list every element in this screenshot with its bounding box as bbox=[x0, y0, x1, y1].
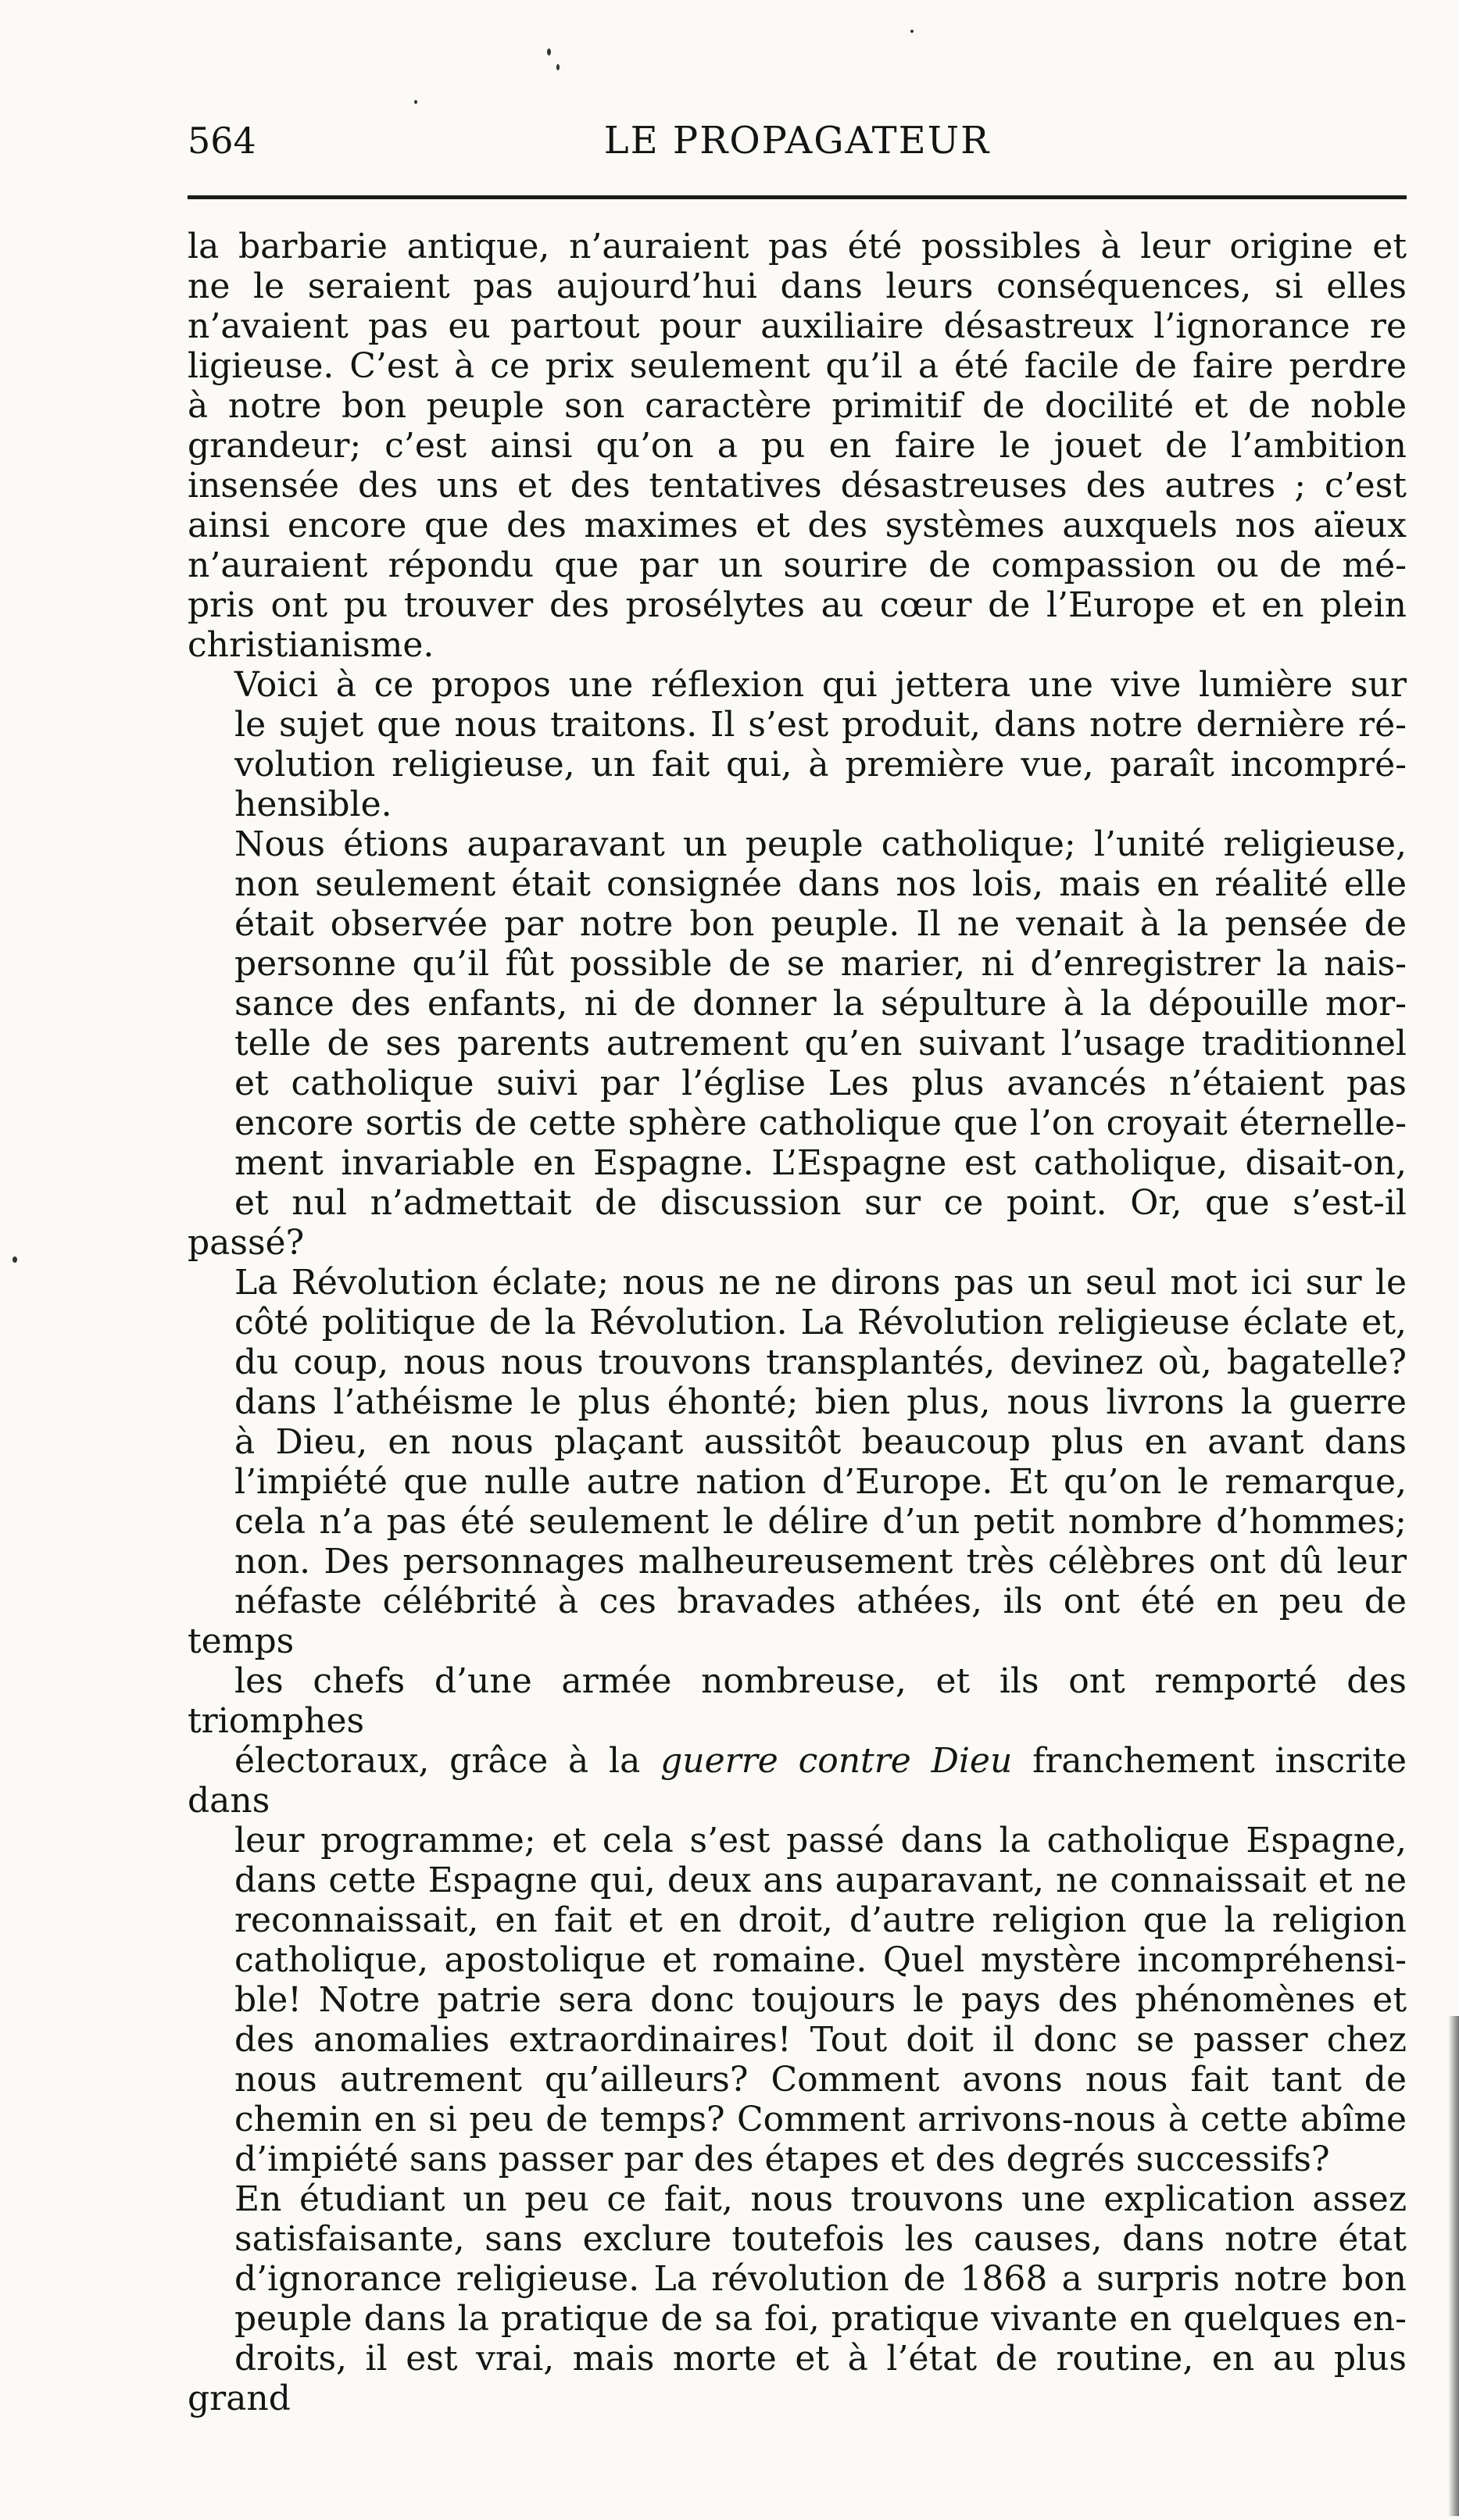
body-text bbox=[188, 227, 1407, 2418]
text-line: n’avaient pas eu partout pour auxiliaire désastreux l’ignorance re bbox=[188, 306, 1407, 346]
text-line: la barbarie antique, n’auraient pas été possibles à leur origine et bbox=[188, 227, 1407, 266]
text-line: à Dieu, en nous plaçant aussitôt beaucoup plus en avant dans bbox=[234, 1422, 1407, 1462]
ink-speck bbox=[414, 100, 417, 104]
ink-speck bbox=[556, 64, 560, 70]
text-line: personne qu’il fût possible de se marier, ni d’enregistrer la nais- bbox=[234, 944, 1407, 984]
text-line: La Révolution éclate; nous ne ne dirons pas un seul mot ici sur le bbox=[234, 1263, 1407, 1303]
text-line: grandeur; c’est ainsi qu’on a pu en faire le jouet de l’ambition bbox=[188, 426, 1407, 466]
text-line: ment invariable en Espagne. L’Espagne est catholique, disait-on, bbox=[234, 1143, 1407, 1183]
text-line: à notre bon peuple son caractère primitif de docilité et de noble bbox=[188, 386, 1407, 426]
ink-speck bbox=[547, 48, 551, 55]
paragraph bbox=[188, 824, 1407, 2179]
text-line: côté politique de la Révolution. La Révolution religieuse éclate et, bbox=[234, 1303, 1407, 1342]
text-line: chemin en si peu de temps? Comment arrivons-nous à cette abîme bbox=[234, 2100, 1407, 2139]
text-line: était observée par notre bon peuple. Il ne venait à la pensée de bbox=[234, 904, 1407, 944]
text-line: Voici à ce propos une réflexion qui jettera une vive lumière sur bbox=[234, 665, 1407, 705]
text-line: le sujet que nous traitons. Il s’est produit, dans notre dernière ré- bbox=[234, 705, 1407, 745]
text-line: néfaste célébrité à ces bravades athées, ils ont été en peu de temps bbox=[188, 1582, 1407, 1661]
paragraph bbox=[188, 665, 1407, 824]
italic-phrase: guerre contre Dieu bbox=[660, 1741, 1013, 1781]
page-edge-shadow bbox=[1448, 2016, 1459, 2516]
text-line: les chefs d’une armée nombreuse, et ils ont remporté des triomphes bbox=[188, 1661, 1407, 1741]
text-line: et catholique suivi par l’église Les plus avancés n’étaient pas bbox=[234, 1063, 1407, 1103]
text-line: et nul n’admettait de discussion sur ce point. Or, que s’est-il passé? bbox=[188, 1183, 1407, 1263]
text-line: volution religieuse, un fait qui, à première vue, paraît incompré- bbox=[234, 745, 1407, 785]
text-line: leur programme; et cela s’est passé dans la catholique Espagne, bbox=[234, 1821, 1407, 1861]
header-rule bbox=[188, 195, 1407, 199]
text-line: pris ont pu trouver des prosélytes au cœur de l’Europe et en plein bbox=[188, 585, 1407, 625]
text-line: nous autrement qu’ailleurs? Comment avons nous fait tant de bbox=[234, 2060, 1407, 2100]
text-line: reconnaissait, en fait et en droit, d’autre religion que la religion bbox=[234, 1900, 1407, 1940]
text-line: n’auraient répondu que par un sourire de compassion ou de mé- bbox=[188, 545, 1407, 585]
paragraph bbox=[188, 2179, 1407, 2418]
text-line: insensée des uns et des tentatives désastreuses des autres ; c’est bbox=[188, 466, 1407, 506]
text-line: christianisme. bbox=[188, 625, 434, 665]
text-line: peuple dans la pratique de sa foi, pratique vivante en quelques en- bbox=[234, 2299, 1407, 2339]
text-line: encore sortis de cette sphère catholique que l’on croyait éternelle- bbox=[234, 1103, 1407, 1143]
text-line: catholique, apostolique et romaine. Quel mystère incompréhensi- bbox=[234, 1940, 1407, 1980]
text-line: En étudiant un peu ce fait, nous trouvons une explication assez bbox=[234, 2179, 1407, 2219]
text-line: ble! Notre patrie sera donc toujours le pays des phénomènes et bbox=[234, 1980, 1407, 2020]
text-line: Nous étions auparavant un peuple catholique; l’unité religieuse, bbox=[234, 824, 1407, 864]
text-line: dans cette Espagne qui, deux ans auparavant, ne connaissait et ne bbox=[234, 1861, 1407, 1900]
text-line: ne le seraient pas aujourd’hui dans leurs conséquences, si elles bbox=[188, 266, 1407, 306]
text-line: électoraux, grâce à la guerre contre Dieu franchement inscrite dans bbox=[188, 1741, 1407, 1821]
text-line: dans l’athéisme le plus éhonté; bien plus, nous livrons la guerre bbox=[234, 1382, 1407, 1422]
text-line: droits, il est vrai, mais morte et à l’état de routine, en au plus grand bbox=[188, 2339, 1407, 2418]
page-number: 564 bbox=[188, 120, 256, 162]
text-line: cela n’a pas été seulement le délire d’un petit nombre d’hommes; bbox=[234, 1502, 1407, 1542]
text-line: d’impiété sans passer par des étapes et des degrés successifs? bbox=[234, 2139, 1330, 2179]
text-line: ligieuse. C’est à ce prix seulement qu’il a été facile de faire perdre bbox=[188, 346, 1407, 386]
text-line: l’impiété que nulle autre nation d’Europe. Et qu’on le remarque, bbox=[234, 1462, 1407, 1502]
text-line: du coup, nous nous trouvons transplantés, devinez où, bagatelle? bbox=[234, 1342, 1407, 1382]
text-line: hensible. bbox=[234, 785, 392, 824]
text-line: d’ignorance religieuse. La révolution de 1868 a surpris notre bon bbox=[234, 2259, 1407, 2299]
text-line: telle de ses parents autrement qu’en suivant l’usage traditionnel bbox=[234, 1024, 1407, 1063]
text-line: sance des enfants, ni de donner la sépulture à la dépouille mor- bbox=[234, 984, 1407, 1024]
page-header bbox=[188, 109, 1407, 172]
paragraph bbox=[188, 227, 1407, 665]
ink-speck bbox=[910, 30, 914, 33]
text-line: ainsi encore que des maximes et des systèmes auxquels nos aïeux bbox=[188, 506, 1407, 545]
text-line: non. Des personnages malheureusement très célèbres ont dû leur bbox=[234, 1542, 1407, 1582]
running-title: LE PROPAGATEUR bbox=[603, 119, 991, 163]
ink-speck bbox=[13, 1256, 17, 1263]
text-line: des anomalies extraordinaires! Tout doit il donc se passer chez bbox=[234, 2020, 1407, 2060]
text-line: non seulement était consignée dans nos lois, mais en réalité elle bbox=[234, 864, 1407, 904]
text-line: satisfaisante, sans exclure toutefois les causes, dans notre état bbox=[234, 2219, 1407, 2259]
